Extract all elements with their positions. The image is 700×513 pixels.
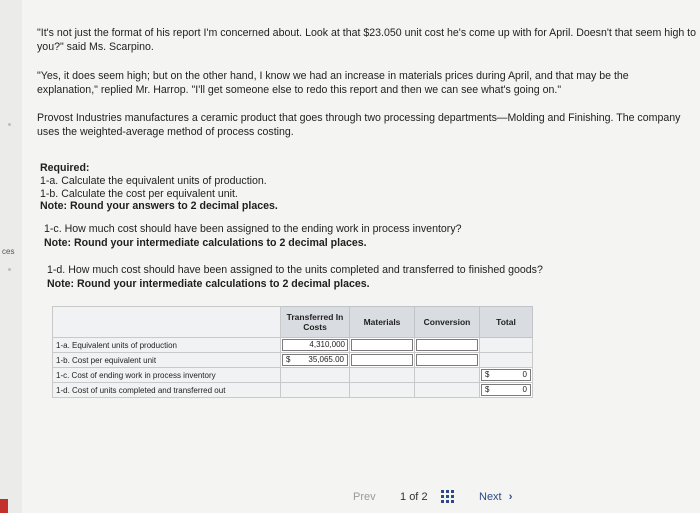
transferred-in-cost-input[interactable] <box>282 354 348 366</box>
materials-cost-input[interactable] <box>351 354 413 366</box>
currency-symbol: $ <box>485 385 490 394</box>
cell-empty <box>281 383 350 398</box>
cell-empty <box>415 383 480 398</box>
cell-transferred-in <box>281 338 350 353</box>
cell-total-empty <box>480 353 533 368</box>
required-1c: 1-c. How much cost should have been assigned to the ending work in process inventory? <box>44 223 462 235</box>
required-title: Required: <box>40 162 90 174</box>
next-button[interactable] <box>479 491 512 503</box>
row-label: 1-c. Cost of ending work in process inventory <box>53 368 281 383</box>
table-row <box>53 383 533 398</box>
row-label: 1-b. Cost per equivalent unit <box>53 353 281 368</box>
answer-table <box>52 306 533 398</box>
note-round-answers: Note: Round your answers to 2 decimal places. <box>40 200 278 212</box>
pagination <box>0 488 700 508</box>
conversion-eu-input[interactable] <box>416 339 478 351</box>
cell-conversion <box>415 338 480 353</box>
next-label: Next <box>479 491 502 503</box>
amount-value: 35,065.00 <box>308 355 344 364</box>
page-indicator <box>400 491 428 503</box>
header-conversion: Conversion <box>415 307 480 338</box>
sidebar-dot <box>8 268 11 271</box>
cell-transferred-in <box>281 353 350 368</box>
amount-value: 0 <box>522 370 527 379</box>
note-round-intermediate-c: Note: Round your intermediate calculations to 2 decimal places. <box>44 237 367 249</box>
amount-value: 0 <box>522 385 527 394</box>
page-of: of <box>409 491 419 503</box>
cell-total <box>480 383 533 398</box>
left-edge-strip <box>0 0 22 513</box>
cell-total <box>480 368 533 383</box>
sidebar-partial-label: ces <box>2 247 15 256</box>
table-header-row <box>53 307 533 338</box>
total-pages: 2 <box>421 491 428 503</box>
table-row <box>53 338 533 353</box>
quote-harrop: "Yes, it does seem high; but on the other hand, I know we had an increase in materials prices during April, and that may be the explanation," replied Mr. Harrop. "I'll get someone else to redo this report and then we can see what's going on." <box>37 70 629 96</box>
table-row <box>53 368 533 383</box>
intro-paragraph: Provost Industries manufactures a ceramic product that goes through two processing departments—Molding and Finishing. The company uses the weighted-average method of process costing. <box>37 112 681 138</box>
chevron-right-icon: › <box>508 491 513 503</box>
cell-total-empty <box>480 338 533 353</box>
row-label: 1-d. Cost of units completed and transferred out <box>53 383 281 398</box>
required-1b: 1-b. Calculate the cost per equivalent unit. <box>40 188 238 200</box>
header-label <box>53 307 281 338</box>
note-round-intermediate-d: Note: Round your intermediate calculations to 2 decimal places. <box>47 278 370 290</box>
current-page: 1 <box>400 491 407 503</box>
quote-scarpino: "It's not just the format of his report I'm concerned about. Look at that $23.050 unit cost he's come up with for April. Doesn't that seem high to you?" said Ms. Scarpino. <box>37 27 697 53</box>
materials-eu-input[interactable] <box>351 339 413 351</box>
header-total: Total <box>480 307 533 338</box>
transferred-in-eu-input[interactable]: 4,310,000 <box>282 339 348 351</box>
header-materials: Materials <box>350 307 415 338</box>
grid-icon[interactable] <box>441 490 455 504</box>
completed-transferred-total-input[interactable] <box>481 384 531 396</box>
cell-materials <box>350 353 415 368</box>
cell-materials <box>350 338 415 353</box>
prev-button[interactable]: Prev <box>353 491 376 503</box>
cell-conversion <box>415 353 480 368</box>
required-1d: 1-d. How much cost should have been assigned to the units completed and transferred to finished goods? <box>47 264 543 276</box>
ending-wip-total-input[interactable] <box>481 369 531 381</box>
table-row <box>53 353 533 368</box>
header-transferred-in: Transferred In Costs <box>281 307 350 338</box>
required-1a: 1-a. Calculate the equivalent units of production. <box>40 175 267 187</box>
cell-empty <box>415 368 480 383</box>
cell-empty <box>350 383 415 398</box>
cell-empty <box>350 368 415 383</box>
currency-symbol: $ <box>485 370 490 379</box>
conversion-cost-input[interactable] <box>416 354 478 366</box>
cell-empty <box>281 368 350 383</box>
row-label: 1-a. Equivalent units of production <box>53 338 281 353</box>
currency-symbol: $ <box>286 355 291 364</box>
sidebar-dot <box>8 123 11 126</box>
